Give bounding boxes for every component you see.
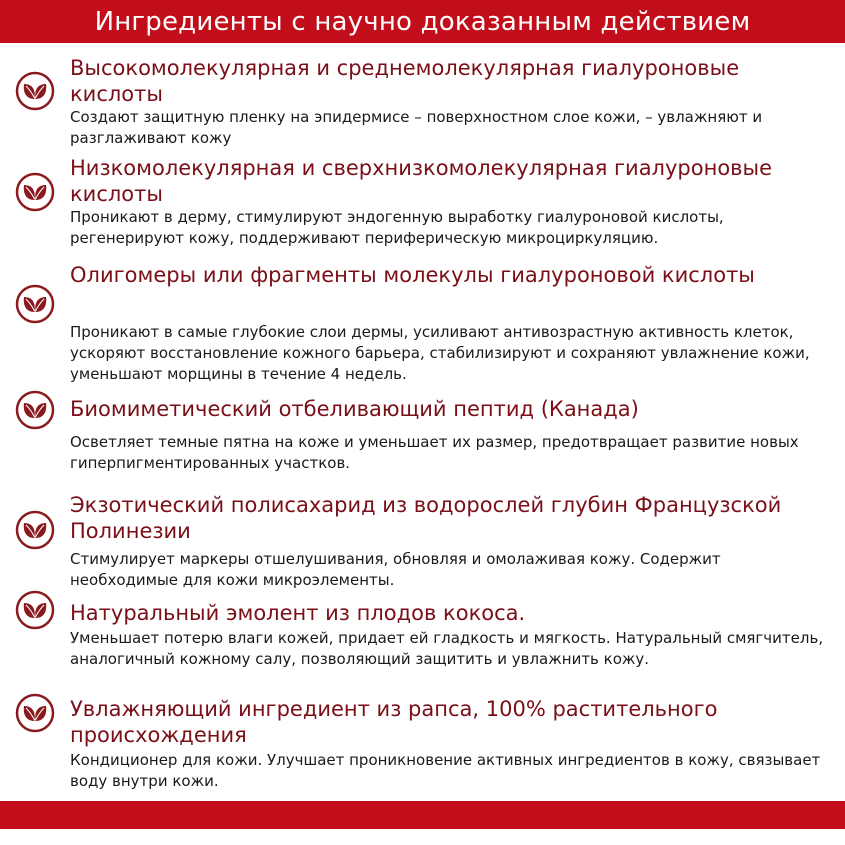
leaf-icon	[15, 510, 55, 550]
leaf-icon	[15, 693, 55, 733]
ingredient-title: Биомиметический отбеливающий пептид (Канада)	[70, 397, 639, 421]
leaf-icon	[15, 172, 55, 212]
ingredient-description: Создают защитную пленку на эпидермисе – поверхностном слое кожи, – увлажняют и разглаживают кожу	[70, 108, 763, 147]
footer-bar	[0, 801, 845, 829]
ingredient-title: Экзотический полисахарид из водорослей глубин Французской Полинезии	[70, 493, 782, 543]
leaf-icon	[15, 390, 55, 430]
page-title: Ингредиенты с научно доказанным действием	[94, 6, 751, 37]
leaf-icon	[15, 284, 55, 324]
ingredient-description: Уменьшает потерю влаги кожей, придает ей гладкость и мягкость. Натуральный смягчитель, аналогичный кожному салу, позволяющий защитить и увлажнить кожу.	[70, 629, 824, 668]
ingredient-title: Увлажняющий ингредиент из рапса, 100% растительного происхождения	[70, 697, 718, 747]
ingredient-title: Высокомолекулярная и среднемолекулярная гиалуроновые кислоты	[70, 56, 740, 106]
ingredient-title: Натуральный эмолент из плодов кокоса.	[70, 601, 526, 625]
ingredient-description: Стимулирует маркеры отшелушивания, обновляя и омолаживая кожу. Содержит необходимые для кожи микроэлементы.	[70, 550, 721, 589]
ingredient-description: Кондиционер для кожи. Улучшает проникновение активных ингредиентов в кожу, связывает воду внутри кожи.	[70, 751, 821, 790]
page-header	[0, 0, 845, 43]
ingredient-description: Проникают в самые глубокие слои дермы, усиливают антивозрастную активность клеток, ускоряют восстановление кожного барьера, стабилизируют и сохраняют увлажнение кожи, уменьшают морщины в течение 4 недель.	[70, 323, 810, 383]
leaf-icon	[15, 71, 55, 111]
ingredient-description: Проникают в дерму, стимулируют эндогенную выработку гиалуроновой кислоты, регенерируют кожу, поддерживают периферическую микроциркуляцию.	[70, 208, 724, 247]
ingredient-description: Осветляет темные пятна на коже и уменьшает их размер, предотвращает развитие новых гиперпигментированных участков.	[70, 433, 799, 472]
ingredient-title: Олигомеры или фрагменты молекулы гиалуроновой кислоты	[70, 263, 755, 287]
leaf-icon	[15, 590, 55, 630]
ingredient-title: Низкомолекулярная и сверхнизкомолекулярная гиалуроновые кислоты	[70, 156, 773, 206]
